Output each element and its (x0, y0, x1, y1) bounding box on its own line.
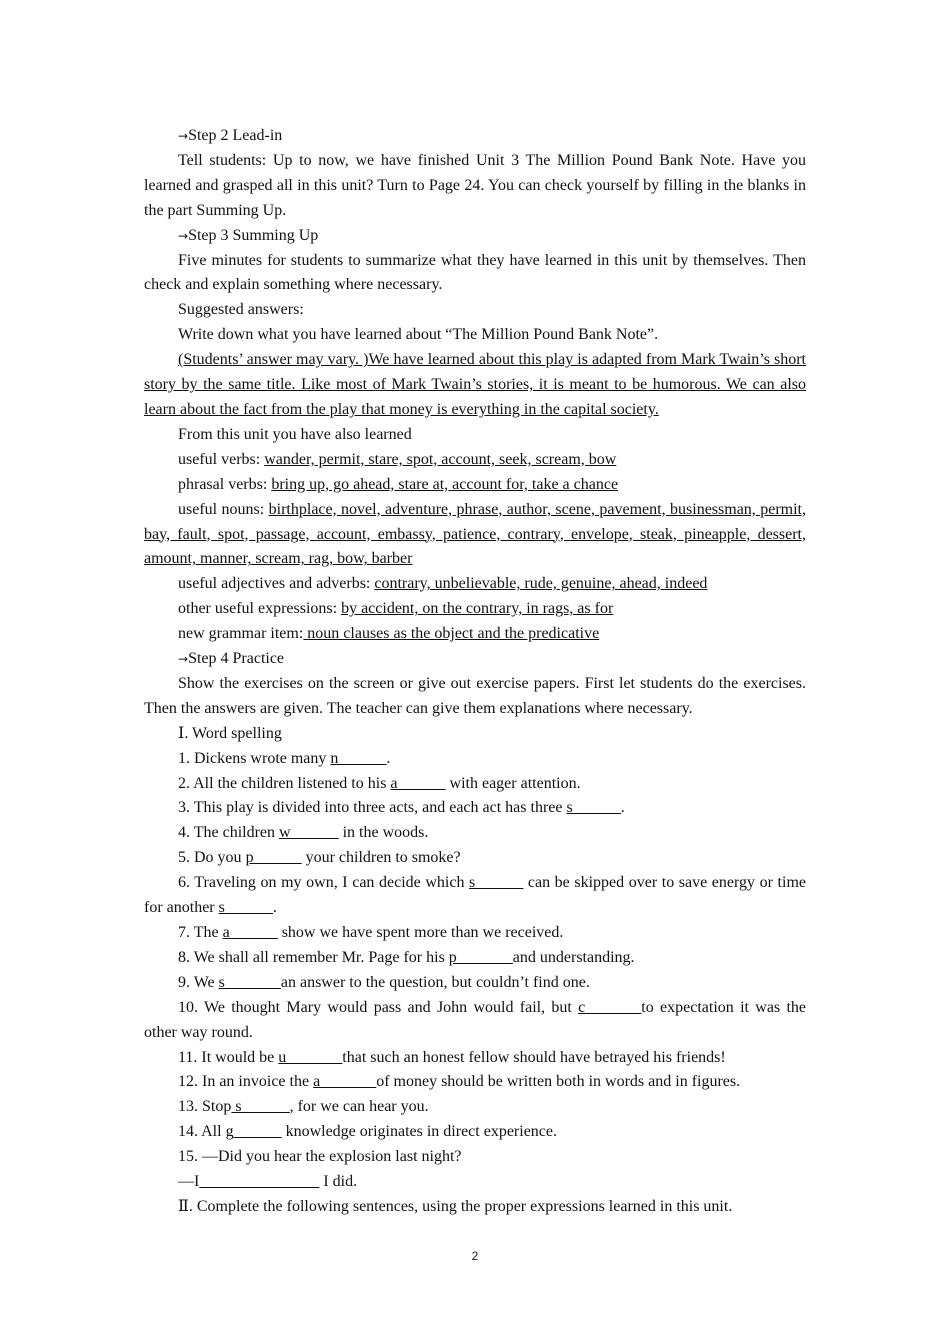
write-down-prompt: Write down what you have learned about “The Million Pound Bank Note”. (178, 326, 659, 344)
q-text: I did. (319, 1173, 358, 1191)
page-number: 2 (471, 1249, 479, 1263)
q-blank: a_______ (313, 1073, 377, 1091)
q-blank: c_______ (578, 998, 642, 1016)
q-text: knowledge originates in direct experience. (281, 1123, 558, 1141)
question-4 (144, 821, 806, 846)
step4-heading (144, 647, 806, 672)
phrasal-list: bring up, go ahead, stare at, account for, take a chance (271, 475, 619, 493)
q-text: . (386, 749, 391, 767)
q-text: 9. We (178, 973, 219, 991)
nouns-label: useful nouns: (178, 500, 269, 518)
question-11 (144, 1046, 806, 1071)
suggested-answers: Suggested answers: (178, 301, 304, 319)
question-7 (144, 921, 806, 946)
section1-heading: Ⅰ. Word spelling (178, 724, 282, 742)
useful-adjectives (144, 572, 806, 597)
section2-heading: Ⅱ. Complete the following sentences, using the proper expressions learned in this unit. (178, 1197, 733, 1215)
q-blank: g______ (225, 1123, 282, 1141)
step2-paragraph: Tell students: Up to now, we have finished Unit 3 The Million Pound Bank Note. Have you learned and grasped all in this unit? Turn to Page 24. You can check yourself by filling in the blanks in the part Summing Up. (144, 151, 806, 219)
q-blank: s______ (218, 899, 273, 917)
verbs-label: useful verbs: (178, 450, 265, 468)
useful-expressions (144, 597, 806, 622)
q-blank: u_______ (278, 1048, 343, 1066)
arrow-icon: → (178, 129, 189, 143)
q-blank: s_______ (218, 973, 281, 991)
nouns-list: birthplace, novel, adventure, phrase, author, scene, pavement, businessman, permit, bay, fault, spot, passage, account, embassy, patience, contrary, envelope, steak, pineapple, dessert, amount, manner, scream, rag, bow, barber (144, 500, 806, 568)
phrasal-verbs (144, 473, 806, 498)
q-blank: n______ (330, 749, 387, 767)
adj-list: contrary, unbelievable, rude, genuine, ahead, indeed (374, 575, 708, 593)
q-text: 11. It would be (178, 1048, 279, 1066)
q-text: an answer to the question, but couldn’t find one. (280, 973, 590, 991)
grammar-text: noun clauses as the object and the predicative (303, 625, 600, 643)
phrasal-label: phrasal verbs: (178, 475, 272, 493)
arrow-icon: → (178, 228, 189, 243)
q-text: . (620, 799, 625, 817)
step4-paragraph: Show the exercises on the screen or give out exercise papers. First let students do the exercises. Then the answers are given. The teacher can give them explanations where necessary. (144, 674, 806, 717)
expr-label: other useful expressions: (178, 600, 342, 618)
q-blank: a______ (390, 774, 446, 792)
question-15: 15. —Did you hear the explosion last night? (178, 1148, 462, 1166)
q-text: 6. Traveling on my own, I can decide which (178, 874, 470, 892)
q-text: your children to smoke? (301, 849, 461, 867)
question-5 (144, 846, 806, 871)
question-6 (144, 871, 806, 921)
question-15-answer (144, 1170, 806, 1195)
page-content (144, 124, 806, 1220)
q-blank: s______ (469, 874, 524, 892)
q-text: show we have spent more than we received. (277, 924, 564, 941)
expr-list: by accident, on the contrary, in rags, as for (341, 600, 614, 618)
q-text: 2. All the children listened to his (178, 774, 391, 792)
q-text: 12. In an invoice the (178, 1073, 314, 1091)
question-8 (144, 946, 806, 971)
q-text: with eager attention. (445, 774, 581, 792)
q-text: to expectation it was the other way round. (144, 998, 807, 1041)
q-text: . (272, 899, 277, 917)
q-text: 3. This play is divided into three acts, and each act has three (178, 799, 567, 817)
question-13 (144, 1095, 806, 1120)
step3-heading (144, 224, 806, 249)
sample-answer: (Students’ answer may vary. )We have learned about this play is adapted from Mark Twain’s short story by the same title. Like most of Mark Twain’s stories, it is meant to be humorous. We can also learn about the fact from the play that money is everything in the capital society. (144, 351, 806, 418)
step3-title: Step 3 Summing Up (188, 226, 319, 244)
q-blank: a______ (222, 924, 278, 941)
question-2 (144, 772, 806, 797)
useful-nouns (144, 498, 806, 573)
q-text: can be skipped over to save energy or time for another (144, 874, 806, 917)
q-text: , for we can hear you. (289, 1098, 429, 1116)
grammar-item (144, 622, 806, 647)
q-text: 1. Dickens wrote many (178, 749, 331, 767)
q-text: 14. All (178, 1123, 226, 1141)
q-text: 13. Stop (178, 1098, 232, 1116)
step2-heading (144, 124, 806, 149)
q-text: 7. The (178, 924, 223, 941)
q-text: 10. We thought Mary would pass and John would fail, but (178, 998, 579, 1016)
question-3 (144, 796, 806, 821)
q-blank: s______ (231, 1098, 290, 1116)
q-text: —I (178, 1173, 200, 1191)
grammar-label: new grammar item: (178, 625, 304, 643)
arrow-icon: → (178, 652, 189, 667)
q-blank: w______ (279, 824, 339, 842)
q-blank: p______ (245, 849, 302, 867)
step4-title: Step 4 Practice (188, 650, 285, 668)
question-1 (144, 747, 806, 772)
question-14 (144, 1120, 806, 1145)
q-text: 4. The children (178, 824, 280, 842)
q-text: in the woods. (338, 824, 429, 842)
question-10 (144, 996, 806, 1046)
q-blank: p_______ (448, 948, 513, 966)
q-text: 8. We shall all remember Mr. Page for his (178, 948, 449, 966)
verbs-list: wander, permit, stare, spot, account, seek, scream, bow (264, 450, 617, 468)
q-blank: _______________ (199, 1173, 320, 1191)
useful-verbs (144, 448, 806, 473)
step2-title: Step 2 Lead-in (188, 127, 283, 144)
q-text: and understanding. (512, 948, 635, 966)
q-text: of money should be written both in words and in figures. (376, 1073, 741, 1091)
question-9 (144, 971, 806, 996)
question-12 (144, 1070, 806, 1095)
adj-label: useful adjectives and adverbs: (178, 575, 375, 593)
learned-intro: From this unit you have also learned (178, 425, 412, 443)
step3-paragraph: Five minutes for students to summarize what they have learned in this unit by themselves. Then check and explain something where necessary. (144, 251, 806, 294)
q-text: 5. Do you (178, 849, 246, 867)
q-blank: s______ (566, 799, 621, 817)
q-text: that such an honest fellow should have betrayed his friends! (342, 1048, 726, 1066)
